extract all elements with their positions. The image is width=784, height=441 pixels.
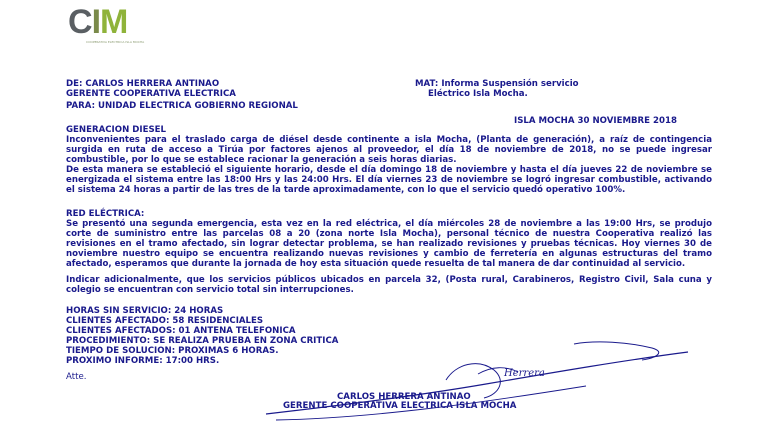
from-line: DE: CARLOS HERRERA ANTINAO bbox=[66, 79, 220, 89]
handwritten-signature bbox=[256, 336, 696, 426]
subject-line: MAT: Informa Suspensión servicio bbox=[415, 79, 579, 89]
logo-letter-m: M bbox=[100, 3, 128, 41]
network-paragraph-1: Se presentó una segunda emergencia, esta vez en la red eléctrica, el día miércoles 28 de noviembre a las 19:00 Hrs, se produjo corte de suministro entre las parcelas 08 a 20 (zona norte Isla Mocha), personal técnico de nuestra Cooperativa realizó las revisiones en el tramo afectado, sin lograr detectar problema, se han realizado revisiones y pruebas técnicas. Hoy viernes 30 de noviembre nuestro equipo se encuentra realizando nuevas revisiones y cambio de ferretería en algunas estructuras del tramo afectado, esperamos que durante la jornada de hoy esta situación quede resuelta de tal manera de dar continuidad al servicio. bbox=[66, 219, 712, 269]
network-paragraph-2: Indicar adicionalmente, que los servicios públicos ubicados en parcela 32, (Posta rural, Carabineros, Registro Civil, Sala cuna y colegio se encuentran con servicio total sin interrupciones. bbox=[66, 275, 712, 295]
company-logo bbox=[68, 4, 186, 48]
summary-line: CLIENTES AFECTADOS: 01 ANTENA TELEFONICA bbox=[66, 326, 296, 336]
section-heading-generation: GENERACION DIESEL bbox=[66, 125, 166, 135]
logo-letter-i: I bbox=[91, 3, 101, 41]
summary-line: CLIENTES AFECTADO: 58 RESIDENCIALES bbox=[66, 316, 264, 326]
summary-line: PROXIMO INFORME: 17:00 HRS. bbox=[66, 356, 220, 366]
signature-scribble: Herrera bbox=[504, 368, 545, 379]
generation-paragraph-2: De esta manera se estableció el siguiente horario, desde el día domingo 18 de noviembre y hasta el día jueves 22 de noviembre se energizada el sistema entre las 18:00 Hrs y las 24:00 Hrs. El día viernes 23 de noviembre se logró ingresar combustible, activando el sistema 24 horas a partir de las tres de la tarde aproximadamente, con lo que el servicio quedó operativo 100%. bbox=[66, 165, 712, 195]
subject-line-2: Eléctrico Isla Mocha. bbox=[428, 89, 528, 99]
closing: Atte. bbox=[66, 372, 87, 382]
logo-letter-c: C bbox=[68, 3, 92, 41]
summary-line: TIEMPO DE SOLUCION: PROXIMAS 6 HORAS. bbox=[66, 346, 279, 356]
signer-name: CARLOS HERRERA ANTINAO bbox=[337, 392, 471, 402]
summary-line: PROCEDIMIENTO: SE REALIZA PRUEBA EN ZONA CRITICA bbox=[66, 336, 339, 346]
place-date: ISLA MOCHA 30 NOVIEMBRE 2018 bbox=[514, 116, 677, 126]
logo-tagline: COOPERATIVA ELECTRICA ISLA MOCHA bbox=[86, 40, 145, 44]
generation-paragraph-1: Inconvenientes para el traslado carga de diésel desde continente a isla Mocha, (Planta de generación), a raíz de contingencia surgida en ruta de acceso a Tirúa por factores ajenos al proveedor, el día 18 de noviembre de 2018, no se puede ingresar combustible, por lo que se establece racionar la generación a seis horas diarias. bbox=[66, 135, 712, 165]
summary-line: HORAS SIN SERVICIO: 24 HORAS bbox=[66, 306, 224, 316]
from-title: GERENTE COOPERATIVA ELECTRICA bbox=[66, 89, 236, 99]
recipient-line: PARA: UNIDAD ELECTRICA GOBIERNO REGIONAL bbox=[66, 101, 298, 111]
signer-title: GERENTE COOPERATIVA ELECTRICA ISLA MOCHA bbox=[283, 401, 517, 411]
section-heading-network: RED ELÉCTRICA: bbox=[66, 209, 145, 219]
